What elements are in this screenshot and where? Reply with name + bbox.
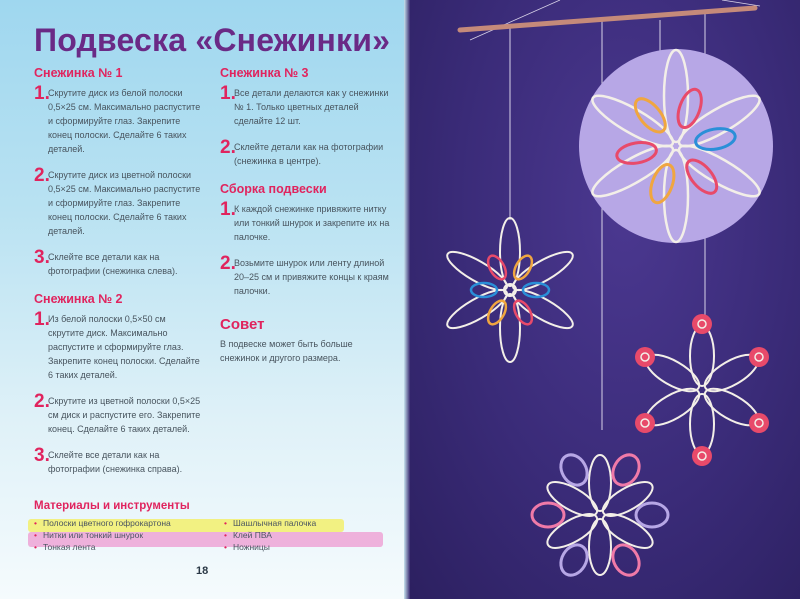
assembly-step-2 — [220, 253, 390, 298]
snowflake-1-step-3 — [34, 247, 204, 278]
hanging-string — [470, 0, 560, 40]
step-text: Скрутите диск из цветной полоски 0,5×25 см. Максимально распустите и сформируйте глаз. Закрепите конец полоски. Сделайте 6 таких деталей. — [48, 170, 201, 236]
materials-section — [34, 500, 394, 553]
step-number: 3 . — [34, 448, 48, 476]
snowflake-2-step-2 — [34, 391, 204, 436]
step-text: Скрутите из цветной полоски 0,5×25 см диск и распустите его. Закрепите конец. Сделайте 6 таких деталей. — [48, 396, 201, 434]
step-number: 1 . — [34, 312, 48, 382]
step-text: Из белой полоски 0,5×50 см скрутите диск. Максимально распустите и сформируйте глаз. Закрепите конец полоски. Сделайте 6 таких деталей. — [48, 314, 200, 380]
right-page-photo — [410, 0, 800, 599]
page-title: Подвеска «Снежинки» — [34, 22, 391, 58]
step-text: Возьмите шнурок или ленту длиной 20–25 см и привяжите концы к краям палочки. — [234, 258, 389, 296]
step-text: Все детали делаются как у снежинки № 1. Только цветных деталей сделайте 12 шт. — [234, 88, 389, 126]
step-number: 1 . — [220, 86, 234, 128]
instructions-column-right — [220, 66, 390, 365]
snowflake-bottom — [532, 450, 668, 580]
step-number: 2 . — [220, 256, 234, 298]
materials-heading: Материалы и инструменты — [34, 500, 190, 512]
hanging-string — [722, 0, 760, 6]
materials-item: • Нитки или тонкий шнурок — [34, 530, 224, 541]
materials-item: • Полоски цветного гофрокартона — [34, 518, 224, 529]
materials-list — [34, 518, 394, 553]
snowflake-2-step-1 — [34, 309, 204, 382]
snowflake-3-step-1 — [220, 83, 390, 128]
step-text: К каждой снежинке привяжите нитку или тонкий шнурок и закрепите их на палочке. — [234, 204, 390, 242]
step-text: Склейте все детали как на фотографии (снежинка справа). — [48, 450, 183, 474]
assembly-heading: Сборка подвески — [220, 182, 327, 196]
step-number: 1 . — [220, 202, 234, 244]
advice-text: В подвеске может быть больше снежинок и другого размера. — [220, 339, 353, 363]
instructions-column-left — [34, 66, 204, 488]
advice-heading: Совет — [220, 316, 265, 333]
snowflake-1-step-2 — [34, 165, 204, 238]
page-number: 18 — [196, 565, 209, 577]
snowflake-right — [635, 314, 769, 466]
snowflake-3-heading: Снежинка № 3 — [220, 66, 309, 80]
materials-item: • Тонкая лента — [34, 542, 224, 553]
snowflake-2-step-3 — [34, 445, 204, 476]
decor-disc — [579, 49, 773, 243]
materials-item: • Ножницы — [224, 542, 384, 553]
step-number: 2 . — [220, 140, 234, 168]
step-text: Скрутите диск из белой полоски 0,5×25 см. Максимально распустите и сформируйте глаз. Закрепите конец полоски. Сделайте 6 таких деталей. — [48, 88, 201, 154]
step-text: Склейте все детали как на фотографии (снежинка слева). — [48, 252, 178, 276]
step-text: Склейте детали как на фотографии (снежинка в центре). — [234, 142, 384, 166]
snowflake-3-step-2 — [220, 137, 390, 168]
snowflake-1-heading: Снежинка № 1 — [34, 66, 123, 80]
materials-item: • Клей ПВА — [224, 530, 384, 541]
snowflake-left — [443, 218, 578, 362]
step-number: 3 . — [34, 250, 48, 278]
step-number: 2 . — [34, 394, 48, 436]
step-number: 2 . — [34, 168, 48, 238]
materials-item: • Шашлычная палочка — [224, 518, 384, 529]
bamboo-stick — [460, 8, 755, 30]
assembly-step-1 — [220, 199, 390, 244]
snowflake-2-heading: Снежинка № 2 — [34, 292, 123, 306]
snowflake-mobile-photo — [410, 0, 800, 599]
step-number: 1 . — [34, 86, 48, 156]
snowflake-1-step-1 — [34, 83, 204, 156]
